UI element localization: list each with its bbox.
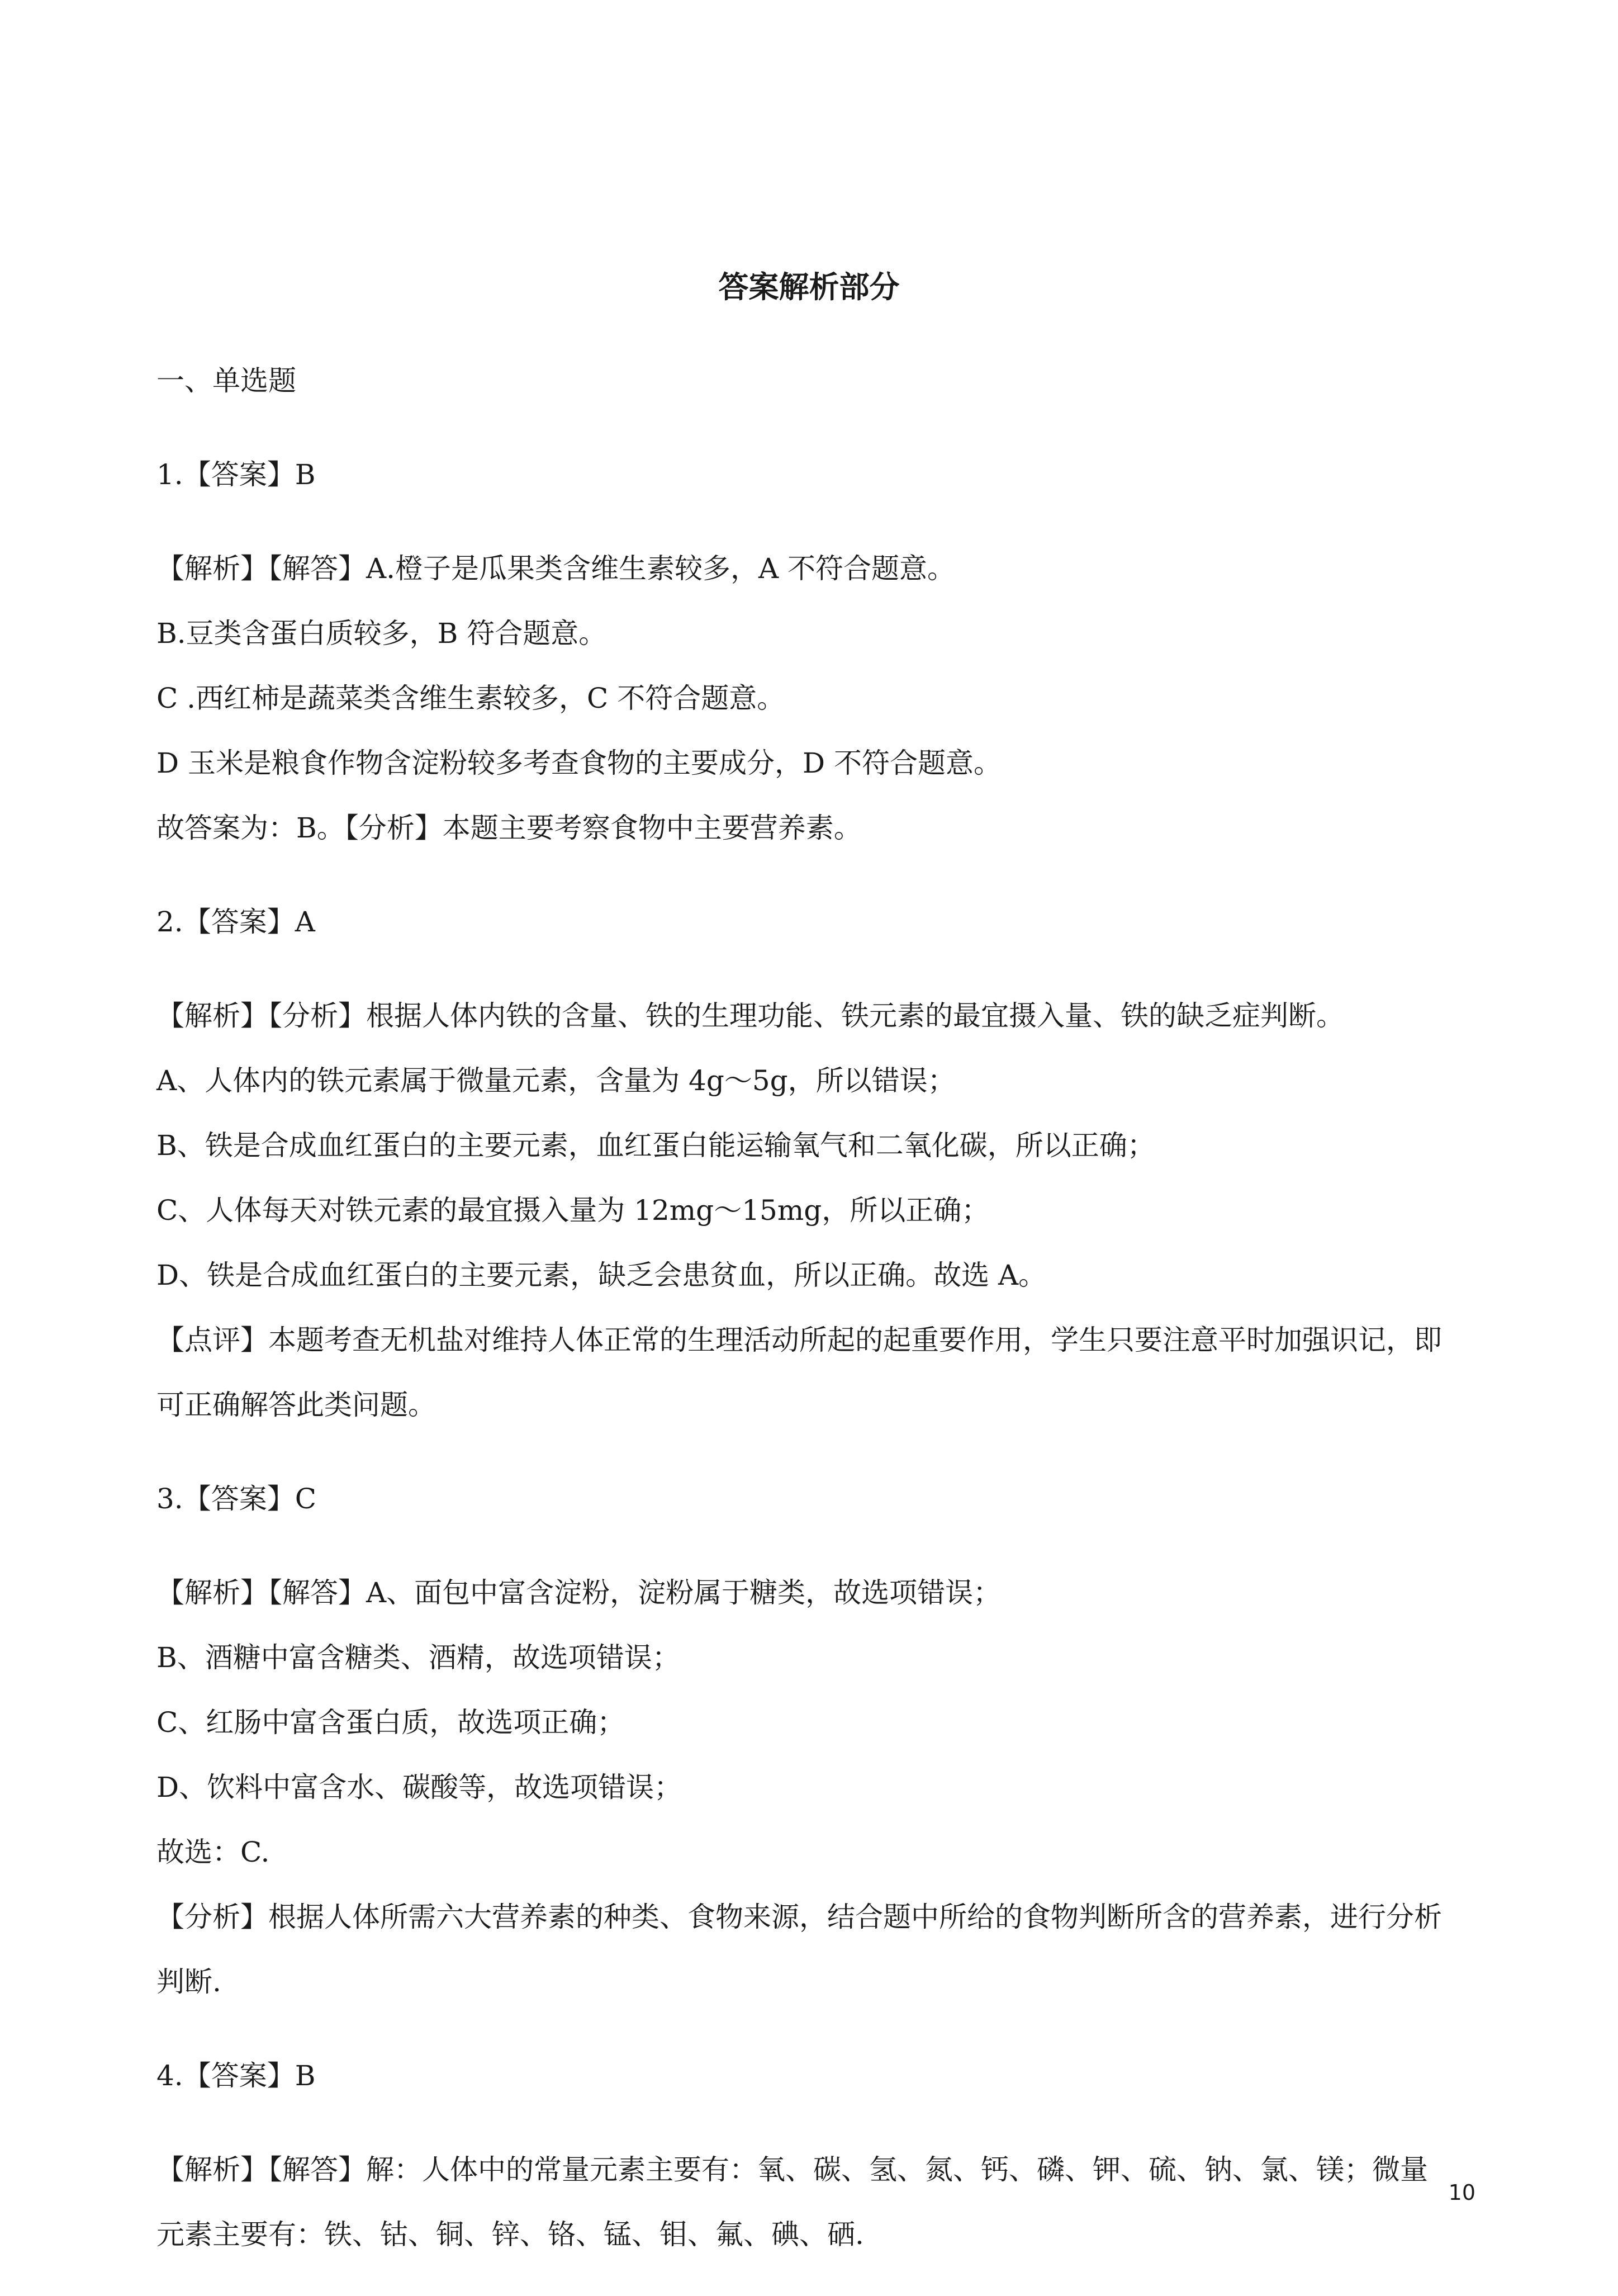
page-number: 10 xyxy=(1448,2180,1475,2205)
analysis-line: 故选：C. xyxy=(156,1836,270,1868)
analysis-line: 判断. xyxy=(156,1966,221,1998)
question-block xyxy=(156,1466,1462,2014)
analysis-line: 【解析】【解答】A、面包中富含淀粉，淀粉属于糖类，故选项错误； xyxy=(156,1577,1002,1609)
answer-heading: 3.【答案】C xyxy=(156,1483,316,1515)
page-content xyxy=(156,254,1462,2296)
analysis-line: D、饮料中富含水、碳酸等，故选项错误； xyxy=(156,1771,682,1803)
analysis-line: B、铁是合成血红蛋白的主要元素，血红蛋白能运输氧气和二氧化碳，所以正确； xyxy=(156,1129,1155,1162)
analysis-line: D 玉米是粮食作物含淀粉较多考查食物的主要成分，D 不符合题意。 xyxy=(156,747,1002,779)
analysis-line: C、人体每天对铁元素的最宜摄入量为 12mg～15mg，所以正确； xyxy=(156,1194,990,1227)
question-block xyxy=(156,889,1462,1437)
page-title: 答案解析部分 xyxy=(718,269,900,305)
analysis-line: 【解析】【解答】解：人体中的常量元素主要有：氧、碳、氢、氮、钙、磷、钾、硫、钠、氯、镁；微量 xyxy=(156,2153,1428,2186)
section-heading: 一、单选题 xyxy=(156,364,296,397)
answer-heading: 1.【答案】B xyxy=(156,458,316,491)
analysis-line: B.豆类含蛋白质较多，B 符合题意。 xyxy=(156,617,607,650)
analysis-line: D、铁是合成血红蛋白的主要元素，缺乏会患贫血，所以正确。故选 A。 xyxy=(156,1259,1047,1291)
analysis-line: 【解析】【解答】A.橙子是瓜果类含维生素较多，A 不符合题意。 xyxy=(156,552,956,585)
question-block xyxy=(156,442,1462,860)
analysis-line: 【解析】【分析】根据人体内铁的含量、铁的生理功能、铁元素的最宜摄入量、铁的缺乏症判断。 xyxy=(156,1000,1344,1032)
analysis-line: C .西红柿是蔬菜类含维生素较多，C 不符合题意。 xyxy=(156,682,785,714)
answer-heading: 4.【答案】B xyxy=(156,2060,316,2092)
analysis-line: B、酒糖中富含糖类、酒精，故选项错误； xyxy=(156,1641,680,1674)
question-block xyxy=(156,2043,1462,2267)
analysis-line: 【点评】本题考查无机盐对维持人体正常的生理活动所起的起重要作用，学生只要注意平时加强识记，即 xyxy=(156,1324,1442,1356)
analysis-line: 可正确解答此类问题。 xyxy=(156,1389,436,1421)
answer-heading: 2.【答案】A xyxy=(156,906,315,938)
analysis-line: 元素主要有：铁、钴、铜、锌、铬、锰、钼、氟、碘、硒. xyxy=(156,2218,864,2251)
analysis-line: A、人体内的铁元素属于微量元素，含量为 4g～5g，所以错误； xyxy=(156,1064,956,1097)
analysis-line: C、红肠中富含蛋白质，故选项正确； xyxy=(156,1706,625,1739)
analysis-line: 【分析】根据人体所需六大营养素的种类、食物来源，结合题中所给的食物判断所含的营养素，进行分析 xyxy=(156,1901,1442,1933)
analysis-line: 故答案为：B。【分析】本题主要考察食物中主要营养素。 xyxy=(156,812,862,844)
